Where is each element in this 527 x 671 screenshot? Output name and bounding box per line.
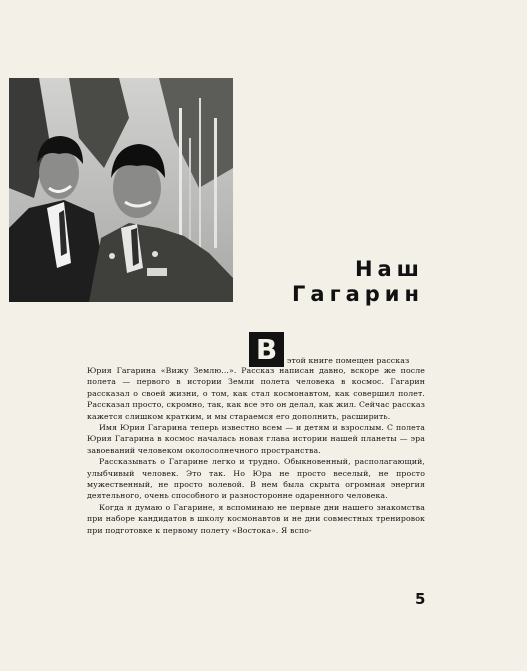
title-line-1: Наш [354, 257, 424, 281]
photo-illustration [9, 78, 233, 302]
cosmonauts-photo [9, 78, 233, 302]
paragraph-4: Когда я думаю о Гагарине, я вспоминаю не первые дни нашего знакомства при наборе кандидатов в школу космонавтов и не дни совместных тренировок при подготовке к первому полету «Востока». Я вспо- [87, 502, 425, 535]
paragraph-2: Имя Юрия Гагарина теперь известно всем — и детям и взрослым. С полета Юрия Гагарина в космос началась новая глава истории нашей планеты — эра завоеваний человеком околосолнечного пространства. [87, 423, 425, 455]
article-body [87, 365, 425, 536]
title-line-2: Гагарин [292, 282, 424, 306]
intro-text: этой книге помещен рассказ [287, 356, 410, 365]
paragraph-1: Юрия Гагарина «Вижу Землю...». Рассказ написан давно, вскоре же после полета — первого в истории Земли полета человека в космос. Гагарин рассказал о своей жизни, о том, как стал космонавтом, как совершил полет. Рассказал просто, скромно, так, как все это он делал, как жил. Сейчас рассказ кажется слишком кратким, и мы стараемся его дополнить, расширить. [87, 366, 425, 421]
page-title [292, 257, 424, 307]
page-number: 5 [415, 590, 426, 608]
paragraph-3: Рассказывать о Гагарине легко и трудно. Обыкновенный, располагающий, улыбчивый человек. Это так. Но Юра не просто веселый, не просто мужественный, не просто волевой. В нем была скрыта огромная энергия деятельного, очень способного и разносторонне одаренного человека. [87, 457, 425, 501]
drop-cap: В [249, 332, 284, 367]
